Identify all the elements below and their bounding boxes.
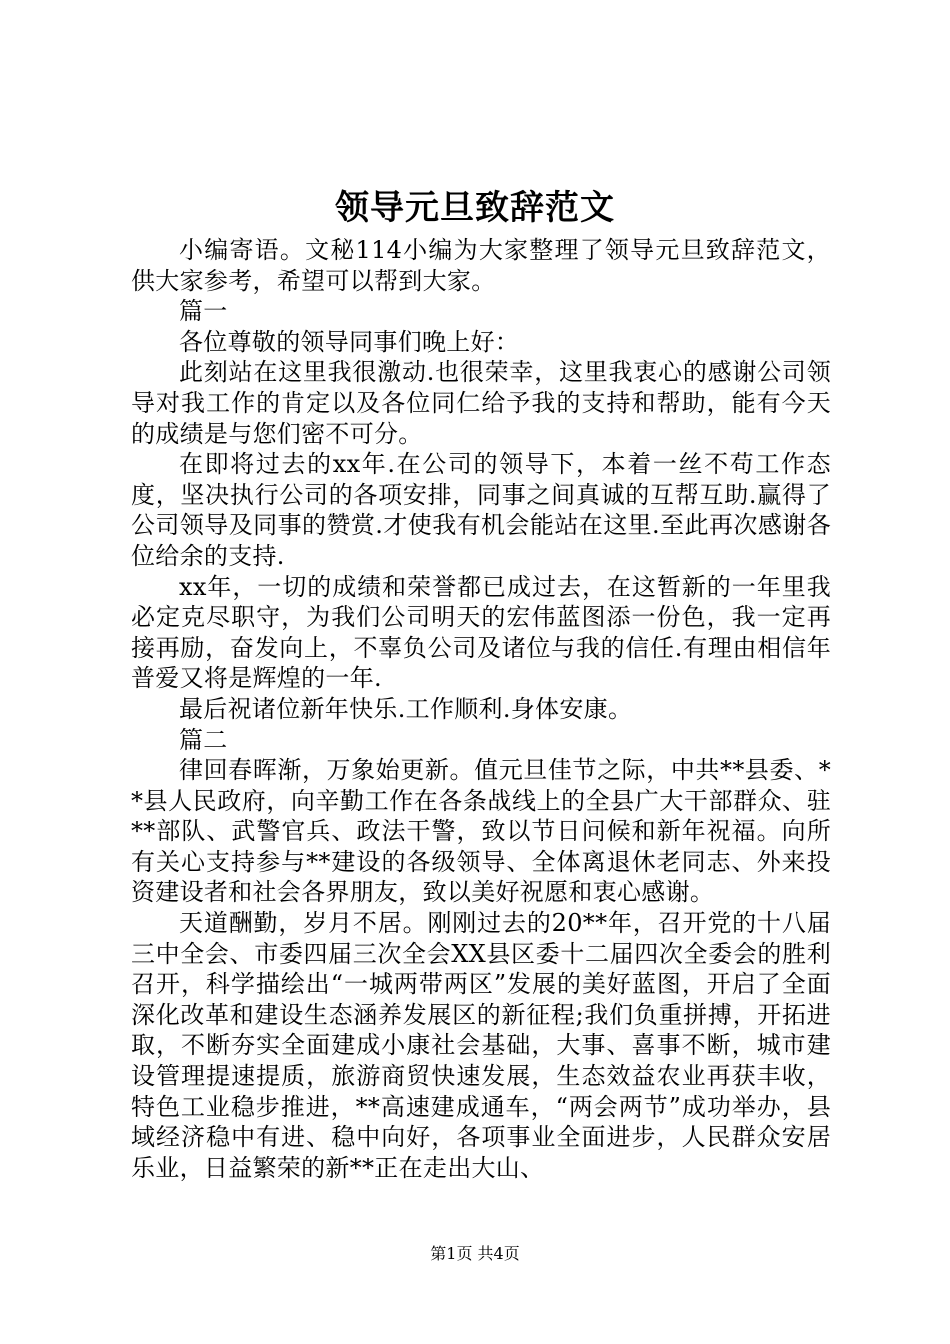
paragraph: 天道酬勤，岁月不居。刚刚过去的20**年，召开党的十八届三中全会、市委四届三次全会XX县区委十二届四次全委会的胜利召开，科学描绘出“一城两带两区”发展的美好蓝图，开启了全面深化改革和建设生态涵养发展区的新征程;我们负重拼搏，开拓进取，不断夯实全面建成小康社会基础，大事、喜事不断，城市建设管理提速提质，旅游商贸快速发展，生态效益农业再获丰收，特色工业稳步推进，**高速建成通车，“两会两节”成功举办，县域经济稳中有进、稳中向好，各项事业全面进步，人民群众安居乐业，日益繁荣的新**正在走出大山、 — [131, 909, 831, 1182]
document-body — [131, 235, 831, 1183]
paragraph: xx年，一切的成绩和荣誉都已成过去，在这暂新的一年里我必定克尽职守，为我们公司明天的宏伟蓝图添一份色，我一定再接再励，奋发向上，不辜负公司及诸位与我的信任.有理由相信年普爱又将是辉煌的一年. — [131, 572, 831, 693]
paragraph: 此刻站在这里我很激动.也很荣幸，这里我衷心的感谢公司领导对我工作的肯定以及各位同仁给予我的支持和帮助，能有今天的成绩是与您们密不可分。 — [131, 358, 831, 448]
section-heading-2: 篇二 — [179, 725, 228, 754]
paragraph: 在即将过去的xx年.在公司的领导下，本着一丝不苟工作态度，坚决执行公司的各项安排，同事之间真诚的互帮互助.赢得了公司领导及同事的赞赏.才使我有机会能站在这里.至此再次感谢各位给余的支持. — [131, 450, 831, 570]
paragraph-intro: 小编寄语。文秘114小编为大家整理了领导元旦致辞范文，供大家参考，希望可以帮到大家。 — [131, 236, 831, 295]
paragraph: 律回春晖渐，万象始更新。值元旦佳节之际，中共**县委、**县人民政府，向辛勤工作在各条战线上的全县广大干部群众、驻**部队、武警官兵、政法干警，致以节日问候和新年祝福。向所有关心支持参与**建设的各级领导、全体离退休老同志、外来投资建设者和社会各界朋友，致以美好祝愿和衷心感谢。 — [131, 756, 831, 907]
section-heading-1: 篇一 — [179, 297, 228, 326]
paragraph: 最后祝诸位新年快乐.工作顺利.身体安康。 — [179, 694, 633, 723]
paragraph-greeting: 各位尊敬的领导同事们晚上好： — [179, 327, 520, 356]
page-footer: 第1页 共4页 — [430, 1244, 520, 1263]
document-title: 领导元旦致辞范文 — [335, 188, 615, 228]
